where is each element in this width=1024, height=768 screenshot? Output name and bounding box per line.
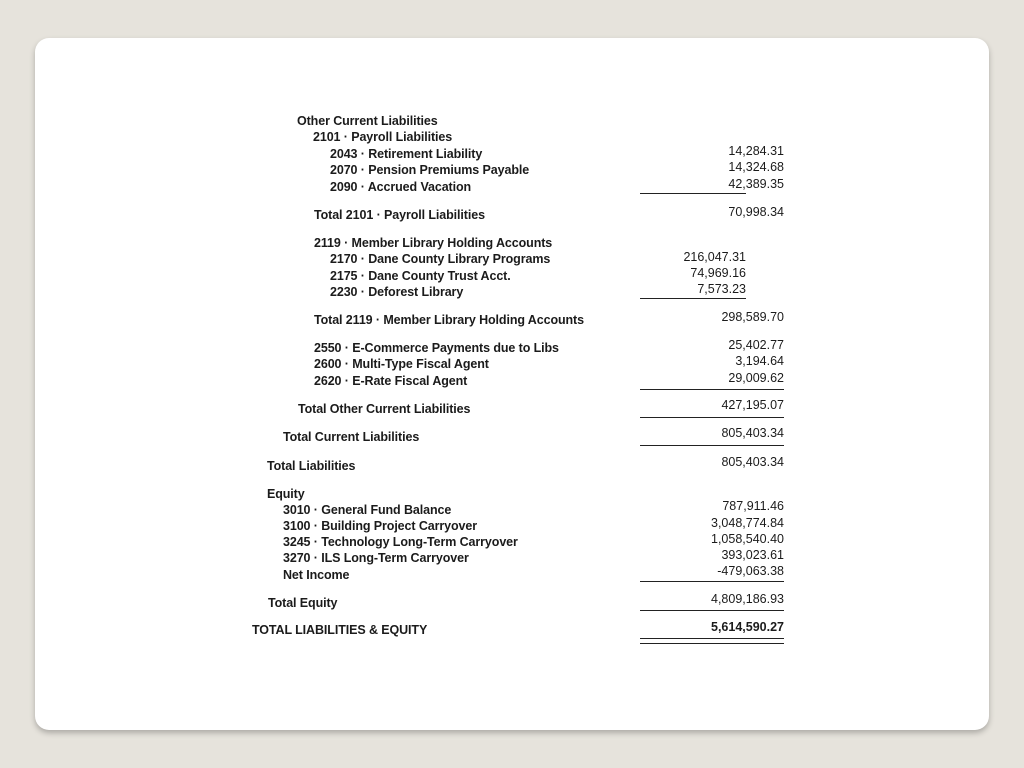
equity-heading: Equity bbox=[267, 487, 305, 501]
line-item-amount: 1,058,540.40 bbox=[711, 532, 784, 546]
line-item-amount: 3,048,774.84 bbox=[711, 516, 784, 530]
subtotal-rule bbox=[640, 298, 746, 299]
subtotal-rule bbox=[640, 581, 784, 582]
subtotal-label: Total 2101 · Payroll Liabilities bbox=[314, 208, 485, 222]
line-item-amount: 25,402.77 bbox=[728, 338, 784, 352]
subtotal-label: Total 2119 · Member Library Holding Accounts bbox=[314, 313, 584, 327]
line-item-label: 3270 · ILS Long-Term Carryover bbox=[283, 551, 469, 565]
line-item-amount: 14,324.68 bbox=[728, 160, 784, 174]
line-item-label: 2043 · Retirement Liability bbox=[330, 147, 483, 161]
line-item-amount: -479,063.38 bbox=[717, 564, 784, 578]
total-amount: 427,195.07 bbox=[721, 398, 784, 412]
line-item-amount: 787,911.46 bbox=[722, 499, 784, 513]
line-item-label: 2550 · E-Commerce Payments due to Libs bbox=[314, 341, 559, 355]
total-label: Total Liabilities bbox=[267, 459, 356, 473]
line-item-label: 2600 · Multi-Type Fiscal Agent bbox=[314, 357, 489, 371]
line-item-label: 3245 · Technology Long-Term Carryover bbox=[283, 535, 518, 549]
line-item-label: 2620 · E-Rate Fiscal Agent bbox=[314, 374, 468, 388]
line-item-label: 2090 · Accrued Vacation bbox=[330, 180, 472, 194]
total-amount: 805,403.34 bbox=[721, 455, 784, 469]
line-item-label: 2070 · Pension Premiums Payable bbox=[330, 163, 530, 177]
member-holding-heading: 2119 · Member Library Holding Accounts bbox=[314, 236, 553, 250]
total-rule bbox=[640, 445, 784, 446]
line-item-label: 2175 · Dane County Trust Acct. bbox=[330, 269, 511, 283]
section-heading-other-current-liabilities: Other Current Liabilities bbox=[297, 114, 438, 128]
payroll-liabilities-heading: 2101 · Payroll Liabilities bbox=[313, 130, 453, 144]
line-item-amount: 3,194.64 bbox=[735, 354, 784, 368]
line-item-label: Net Income bbox=[283, 568, 350, 582]
subtotal-amount: 298,589.70 bbox=[721, 310, 784, 324]
grand-total-amount: 5,614,590.27 bbox=[711, 620, 784, 634]
subtotal-rule bbox=[640, 389, 784, 390]
total-label: Total Equity bbox=[268, 596, 338, 610]
document-card bbox=[35, 38, 989, 730]
total-label: Total Other Current Liabilities bbox=[298, 402, 471, 416]
line-item-label: 2230 · Deforest Library bbox=[330, 285, 464, 299]
total-amount: 805,403.34 bbox=[721, 426, 784, 440]
line-item-label: 3100 · Building Project Carryover bbox=[283, 519, 477, 533]
subtotal-amount: 70,998.34 bbox=[728, 205, 784, 219]
line-item-amount: 74,969.16 bbox=[690, 266, 746, 280]
line-item-amount: 42,389.35 bbox=[728, 177, 784, 191]
subtotal-rule bbox=[640, 193, 746, 194]
line-item-label: 3010 · General Fund Balance bbox=[283, 503, 452, 517]
total-rule bbox=[640, 417, 784, 418]
total-amount: 4,809,186.93 bbox=[711, 592, 784, 606]
line-item-label: 2170 · Dane County Library Programs bbox=[330, 252, 551, 266]
line-item-amount: 216,047.31 bbox=[683, 250, 746, 264]
line-item-amount: 7,573.23 bbox=[697, 282, 746, 296]
line-item-amount: 393,023.61 bbox=[721, 548, 784, 562]
total-label: Total Current Liabilities bbox=[283, 430, 420, 444]
line-item-amount: 14,284.31 bbox=[728, 144, 784, 158]
grand-total-label: TOTAL LIABILITIES & EQUITY bbox=[252, 623, 428, 637]
total-rule bbox=[640, 610, 784, 611]
line-item-amount: 29,009.62 bbox=[728, 371, 784, 385]
grand-total-double-rule bbox=[640, 638, 784, 644]
